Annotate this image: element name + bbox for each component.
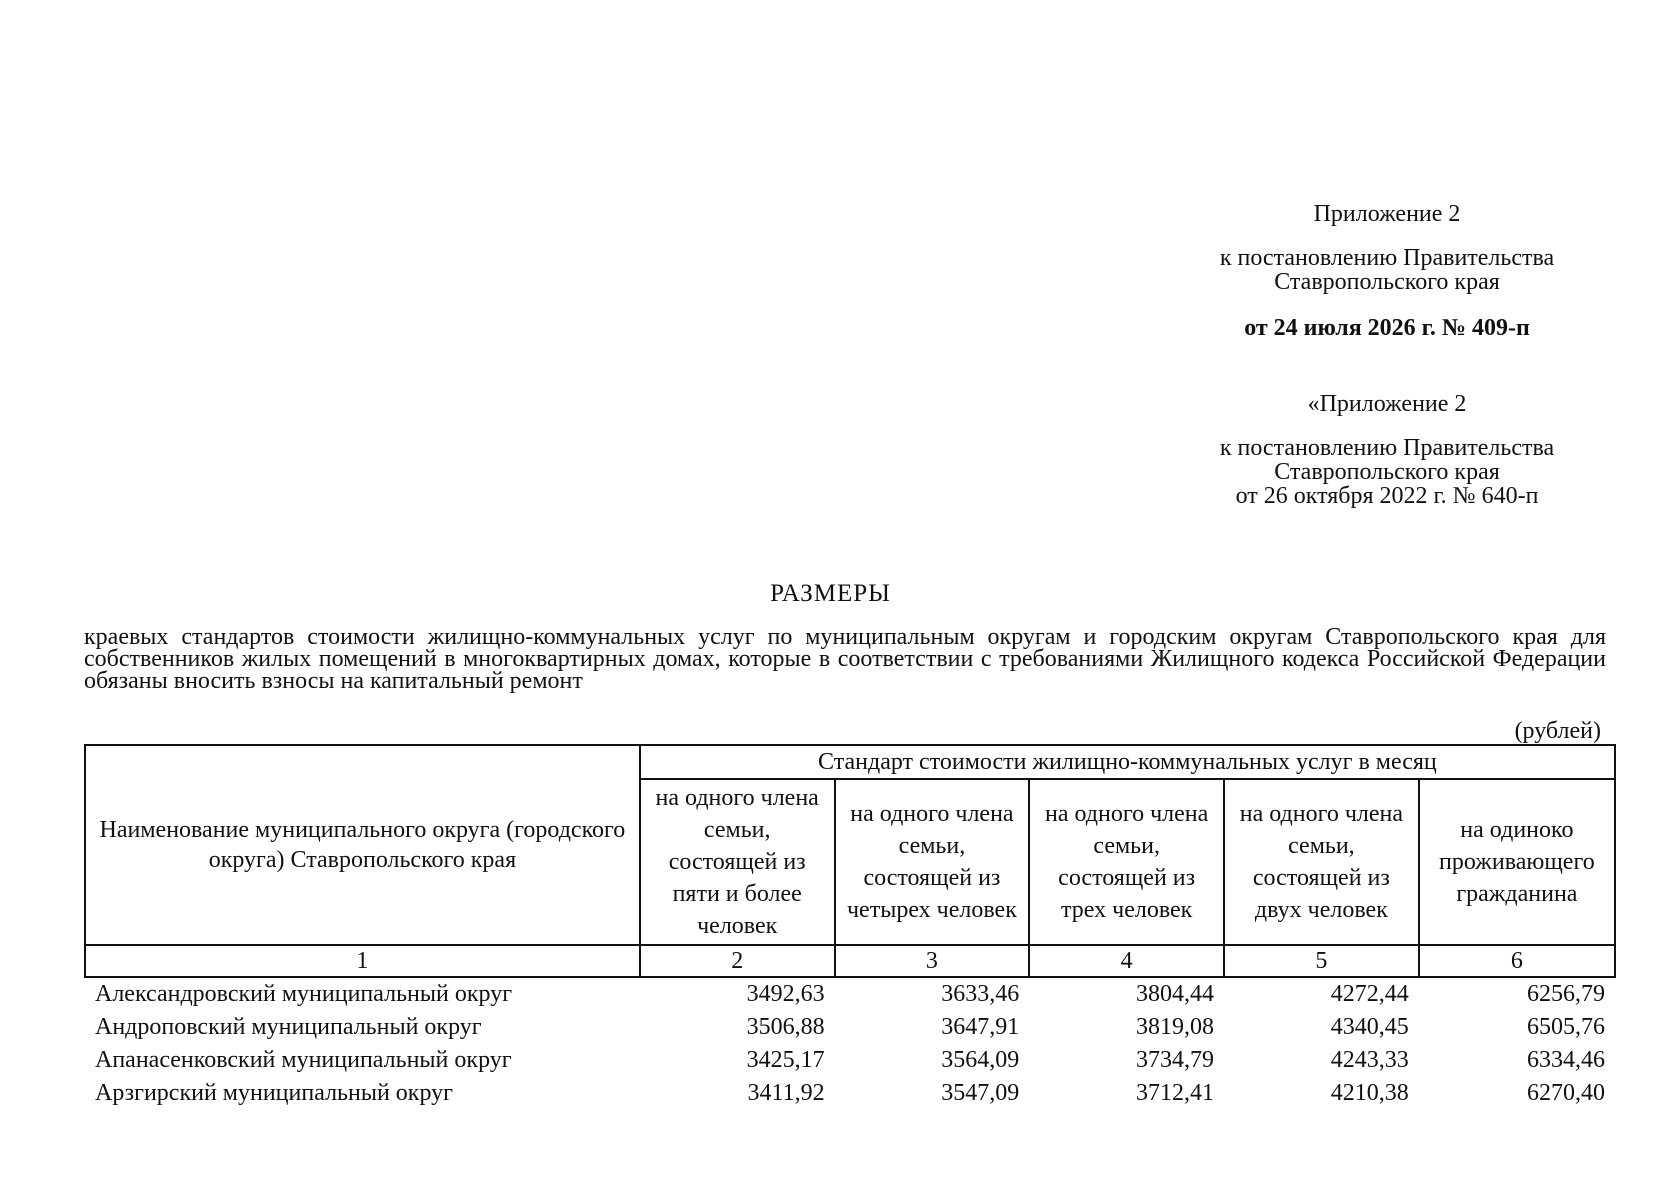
column-number: 4	[1029, 945, 1224, 977]
appendix-decree-number: от 24 июля 2026 г. № 409-п	[1244, 315, 1530, 341]
rate-two: 4210,38	[1330, 1080, 1409, 1106]
column-header-four: на одного члена семьи, состоящей из четырех человек	[835, 779, 1030, 945]
column-number: 2	[640, 945, 835, 977]
rate-three: 3819,08	[1136, 1014, 1215, 1040]
appendix-decree-ref-line2: Ставропольского края	[1274, 269, 1500, 295]
rate-five-plus: 3506,88	[746, 1014, 825, 1040]
rate-five-plus: 3425,17	[746, 1047, 825, 1073]
document-title: РАЗМЕРЫ	[770, 580, 891, 607]
rate-single: 6505,76	[1527, 1014, 1605, 1040]
district-name: Арзгирский муниципальный округ	[95, 1080, 453, 1106]
rate-five-plus: 3411,92	[747, 1080, 825, 1106]
column-header-two: на одного члена семьи, состоящей из двух человек	[1224, 779, 1419, 945]
column-header-single: на одиноко проживающего гражданина	[1419, 779, 1615, 945]
original-appendix-caption: «Приложение 2	[1307, 391, 1467, 417]
district-name: Александровский муниципальный округ	[95, 981, 513, 1007]
appendix-header	[1177, 202, 1597, 340]
district-name: Андроповский муниципальный округ	[95, 1014, 482, 1040]
rate-three: 3734,79	[1136, 1047, 1215, 1073]
column-number: 3	[835, 945, 1030, 977]
rate-three: 3712,41	[1136, 1080, 1215, 1106]
unit-note: (рублей)	[1514, 718, 1601, 744]
table-row	[85, 977, 1615, 1011]
rate-single: 6270,40	[1527, 1080, 1605, 1106]
district-name: Апанасенковский муниципальный округ	[95, 1047, 512, 1073]
rate-four: 3564,09	[941, 1047, 1020, 1073]
document-subtitle: краевых стандартов стоимости жилищно-коммунальных услуг по муниципальным округам и городским округам Ставропольского края для собственников жилых помещений в многоквартирных домах, которые в соответствии с требованиями Жилищного кодекса Российской Федерации обязаны вносить взносы на капитальный ремонт	[84, 624, 1606, 694]
rate-two: 4340,45	[1330, 1014, 1409, 1040]
rate-four: 3647,91	[941, 1014, 1020, 1040]
table-row	[85, 1077, 1615, 1110]
rate-four: 3633,46	[941, 981, 1020, 1007]
column-group-header: Стандарт стоимости жилищно-коммунальных услуг в месяц	[640, 745, 1615, 779]
rate-single: 6334,46	[1527, 1047, 1605, 1073]
rate-four: 3547,09	[941, 1080, 1020, 1106]
original-appendix-decree-ref-line2: Ставропольского края	[1274, 459, 1500, 485]
rate-five-plus: 3492,63	[746, 981, 825, 1007]
rate-three: 3804,44	[1136, 981, 1215, 1007]
rate-single: 6256,79	[1527, 981, 1605, 1007]
appendix-decree-ref-line1: к постановлению Правительства	[1219, 245, 1555, 271]
column-header-five-plus: на одного члена семьи, состоящей из пяти и более человек	[640, 779, 835, 945]
column-number: 5	[1224, 945, 1419, 977]
column-number: 1	[85, 945, 640, 977]
appendix-caption: Приложение 2	[1313, 201, 1461, 227]
rate-two: 4243,33	[1330, 1047, 1409, 1073]
table-row	[85, 1044, 1615, 1077]
rates-table	[84, 744, 1616, 1110]
table-row	[85, 1011, 1615, 1044]
original-appendix-decree-ref-line1: к постановлению Правительства	[1219, 435, 1555, 461]
rate-two: 4272,44	[1330, 981, 1409, 1007]
column-header-three: на одного члена семьи, состоящей из трех человек	[1029, 779, 1224, 945]
original-appendix-header	[1177, 392, 1597, 508]
column-number: 6	[1419, 945, 1615, 977]
column-header-name: Наименование муниципального округа (городского округа) Ставропольского края	[85, 745, 640, 945]
original-appendix-decree-number: от 26 октября 2022 г. № 640-п	[1235, 483, 1539, 509]
